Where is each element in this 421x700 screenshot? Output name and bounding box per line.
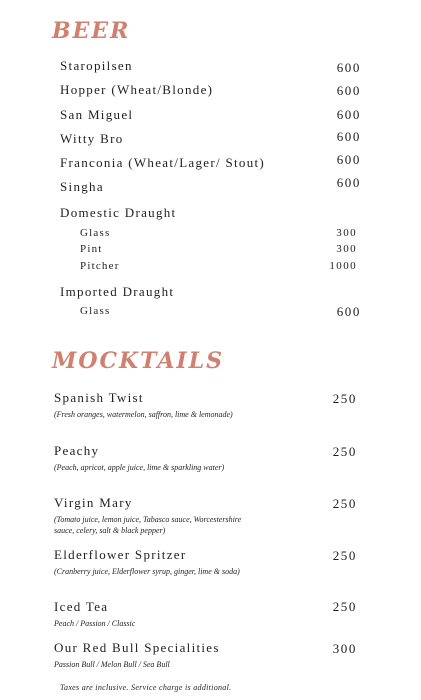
mocktail-description: (Peach, apricot, apple juice, lime & sparkling water) [54,463,225,472]
beer-item-price: 600 [336,152,361,167]
mocktail-description: (Fresh oranges, watermelon, saffron, lime & lemonade) [54,410,233,419]
mocktail-description: Passion Bull / Melon Bull / Sea Bull [54,660,170,669]
beer-item-name: Witty Bro [60,131,124,146]
mocktail-name: Peachy [54,443,100,458]
beer-heading: BEER [52,18,131,44]
draught-size-name: Glass [80,305,111,317]
draught-size-name: Glass [80,227,111,239]
beer-item-price: 600 [336,107,361,122]
beer-item-name: San Miguel [60,107,134,122]
beer-item-name: Hopper (Wheat/Blonde) [60,82,214,97]
beer-item-price: 600 [336,60,361,75]
beer-item-price: 600 [336,83,361,98]
draught-size-price: 600 [336,304,361,319]
draught-size-price: 1000 [329,260,357,272]
mocktail-price: 250 [332,599,357,614]
mocktail-name: Iced Tea [54,599,109,614]
mocktail-price: 250 [332,548,357,563]
mocktail-name: Elderflower Spritzer [54,547,187,562]
tax-note: Taxes are inclusive. Service charge is additional. [60,683,232,692]
mocktail-price: 300 [332,641,357,656]
mocktails-heading: MOCKTAILS [52,348,225,374]
mocktail-description: (Cranberry juice, Elderflower syrup, ginger, lime & soda) [54,567,240,576]
mocktail-description: Peach / Passion / Classic [54,619,136,628]
beer-item-name: Franconia (Wheat/Lager/ Stout) [60,155,266,170]
draught-size-price: 300 [336,227,357,239]
draught-size-name: Pitcher [80,260,120,272]
mocktail-price: 250 [332,444,357,459]
beer-item-price: 600 [336,129,361,144]
draught-size-name: Pint [80,243,103,255]
mocktail-description: (Tomato juice, lemon juice, Tabasco sauce, Worcestershire sauce, celery, salt & black pepper) [54,515,242,535]
mocktail-name: Our Red Bull Specialities [54,640,220,655]
mocktail-name: Spanish Twist [54,390,144,405]
draught-size-price: 300 [336,243,357,255]
mocktail-price: 250 [332,496,357,511]
mocktail-name: Virgin Mary [54,495,133,510]
domestic-draught-name: Domestic Draught [60,205,177,220]
imported-draught-name: Imported Draught [60,284,175,299]
beer-item-name: Staropilsen [60,58,133,73]
mocktail-price: 250 [332,391,357,406]
beer-item-name: Singha [60,179,104,194]
beer-item-price: 600 [336,175,361,190]
